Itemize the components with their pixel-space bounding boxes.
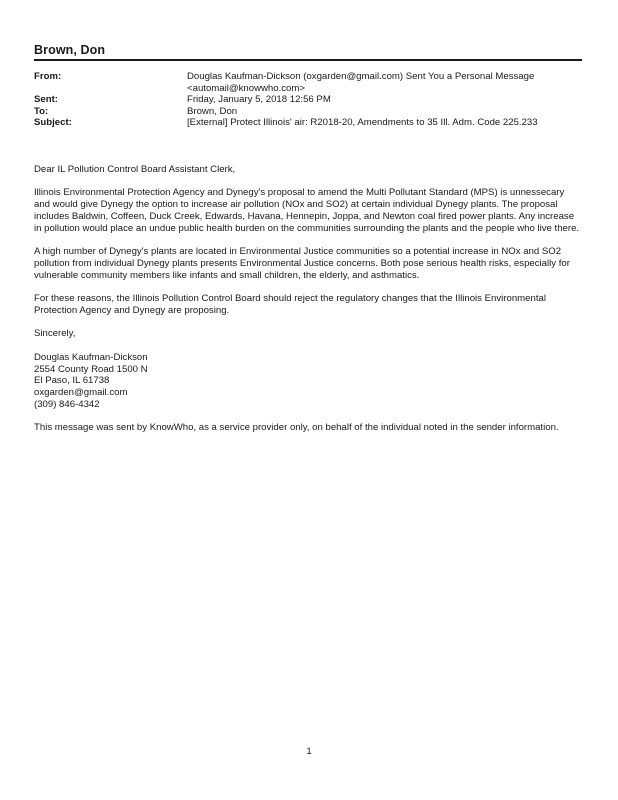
signature-block xyxy=(34,352,582,411)
sent-value: Friday, January 5, 2018 12:56 PM xyxy=(187,94,331,106)
body-paragraph-2: A high number of Dynegy's plants are located in Environmental Justice communities so a potential increase in NOx and SO2 pollution from individual Dynegy plants presents Environmental Justice concerns. Both pose serious health risks, especially for vulnerable community members like infants and small children, the elderly, and asthmatics. xyxy=(34,246,570,281)
body-paragraph-3: For these reasons, the Illinois Pollution Control Board should reject the regulatory changes that the Illinois Environmental Protection Agency and Dynegy are proposing. xyxy=(34,293,546,316)
subject-value: [External] Protect Illinois' air: R2018-20, Amendments to 35 Ill. Adm. Code 225.233 xyxy=(187,117,538,129)
subject-label: Subject: xyxy=(34,117,72,129)
email-body xyxy=(34,164,582,446)
greeting: Dear IL Pollution Control Board Assistant Clerk, xyxy=(34,164,236,175)
signature-phone: (309) 846-4342 xyxy=(34,398,100,410)
body-paragraph-1: Illinois Environmental Protection Agency and Dynegy's proposal to amend the Multi Pollutant Standard (MPS) is unnessecary and would give Dynegy the option to increase air pollution (NOx and SO2) at certain individual Dynegy plants. The proposal includes Baldwin, Coffeen, Duck Creek, Edwards, Havana, Hennepin, Joppa, and Newton coal fired power plants. Any increase in pollution would place an undue public health burden on the communities surrounding the plants and the people who live there. xyxy=(34,187,580,234)
from-value-line2: <automail@knowwho.com> xyxy=(187,82,305,94)
page-number: 1 xyxy=(306,746,312,757)
sent-row xyxy=(34,94,594,106)
subject-row xyxy=(34,117,594,129)
from-value-line1: Douglas Kaufman-Dickson (oxgarden@gmail.com) Sent You a Personal Message xyxy=(187,71,535,82)
sent-label: Sent: xyxy=(34,94,58,106)
mailbox-owner-name: Brown, Don xyxy=(34,43,106,57)
closing: Sincerely, xyxy=(34,328,76,340)
signature-email: oxgarden@gmail.com xyxy=(34,387,128,399)
to-row xyxy=(34,106,594,118)
to-label: To: xyxy=(34,105,49,117)
from-label: From: xyxy=(34,71,62,82)
footer-note: This message was sent by KnowWho, as a service provider only, on behalf of the individual noted in the sender information. xyxy=(34,422,559,434)
from-row xyxy=(34,71,594,94)
email-headers xyxy=(34,71,594,129)
to-value: Brown, Don xyxy=(187,105,238,117)
signature-address-line1: 2554 County Road 1500 N xyxy=(34,363,148,375)
signature-address-line2: El Paso, IL 61738 xyxy=(34,375,110,387)
header-divider xyxy=(34,59,582,61)
signature-name: Douglas Kaufman-Dickson xyxy=(34,351,148,363)
from-value xyxy=(187,71,594,94)
